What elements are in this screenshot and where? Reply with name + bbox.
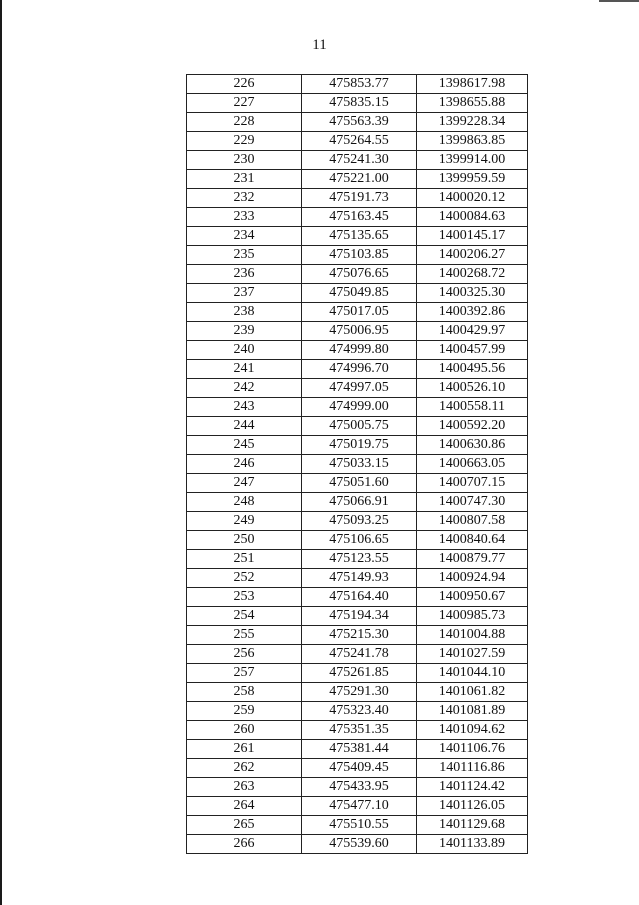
table-row: [187, 113, 528, 132]
x-coordinate-cell: 475477.10: [302, 797, 417, 816]
x-coordinate-cell: 474999.80: [302, 341, 417, 360]
point-number-cell: 264: [187, 797, 302, 816]
point-number-cell: 254: [187, 607, 302, 626]
point-number-cell: 245: [187, 436, 302, 455]
y-coordinate-cell: 1400840.64: [417, 531, 528, 550]
y-coordinate-cell: 1401124.42: [417, 778, 528, 797]
x-coordinate-cell: 475106.65: [302, 531, 417, 550]
point-number-cell: 252: [187, 569, 302, 588]
table-row: [187, 740, 528, 759]
point-number-cell: 241: [187, 360, 302, 379]
y-coordinate-cell: 1400429.97: [417, 322, 528, 341]
table-row: [187, 474, 528, 493]
point-number-cell: 227: [187, 94, 302, 113]
y-coordinate-cell: 1400747.30: [417, 493, 528, 512]
y-coordinate-cell: 1401027.59: [417, 645, 528, 664]
x-coordinate-cell: 475264.55: [302, 132, 417, 151]
table-row: [187, 512, 528, 531]
x-coordinate-cell: 475381.44: [302, 740, 417, 759]
table-row: [187, 550, 528, 569]
table-row: [187, 588, 528, 607]
page-left-edge: [0, 0, 2, 905]
table-row: [187, 265, 528, 284]
point-number-cell: 244: [187, 417, 302, 436]
x-coordinate-cell: 475563.39: [302, 113, 417, 132]
y-coordinate-cell: 1400325.30: [417, 284, 528, 303]
x-coordinate-cell: 475194.34: [302, 607, 417, 626]
point-number-cell: 246: [187, 455, 302, 474]
table-row: [187, 379, 528, 398]
table-row: [187, 417, 528, 436]
point-number-cell: 265: [187, 816, 302, 835]
y-coordinate-cell: 1399914.00: [417, 151, 528, 170]
y-coordinate-cell: 1398617.98: [417, 75, 528, 94]
point-number-cell: 256: [187, 645, 302, 664]
point-number-cell: 240: [187, 341, 302, 360]
y-coordinate-cell: 1401106.76: [417, 740, 528, 759]
point-number-cell: 251: [187, 550, 302, 569]
table-row: [187, 531, 528, 550]
y-coordinate-cell: 1401094.62: [417, 721, 528, 740]
point-number-cell: 263: [187, 778, 302, 797]
y-coordinate-cell: 1401081.89: [417, 702, 528, 721]
table-row: [187, 227, 528, 246]
x-coordinate-cell: 475033.15: [302, 455, 417, 474]
x-coordinate-cell: 475291.30: [302, 683, 417, 702]
table-row: [187, 607, 528, 626]
page-top-right-rule: [599, 0, 639, 2]
x-coordinate-cell: 475093.25: [302, 512, 417, 531]
table-row: [187, 778, 528, 797]
x-coordinate-cell: 475006.95: [302, 322, 417, 341]
table-row: [187, 398, 528, 417]
page-number: 11: [312, 37, 327, 53]
y-coordinate-cell: 1400457.99: [417, 341, 528, 360]
y-coordinate-cell: 1400985.73: [417, 607, 528, 626]
point-number-cell: 242: [187, 379, 302, 398]
point-number-cell: 228: [187, 113, 302, 132]
y-coordinate-cell: 1400084.63: [417, 208, 528, 227]
x-coordinate-cell: 475123.55: [302, 550, 417, 569]
table-row: [187, 208, 528, 227]
x-coordinate-cell: 474997.05: [302, 379, 417, 398]
table-row: [187, 189, 528, 208]
x-coordinate-cell: 475241.30: [302, 151, 417, 170]
y-coordinate-cell: 1401129.68: [417, 816, 528, 835]
table-row: [187, 303, 528, 322]
y-coordinate-cell: 1400950.67: [417, 588, 528, 607]
coordinates-table-body: [187, 75, 528, 854]
table-row: [187, 645, 528, 664]
y-coordinate-cell: 1400707.15: [417, 474, 528, 493]
point-number-cell: 248: [187, 493, 302, 512]
table-row: [187, 284, 528, 303]
x-coordinate-cell: 475164.40: [302, 588, 417, 607]
point-number-cell: 250: [187, 531, 302, 550]
x-coordinate-cell: 475433.95: [302, 778, 417, 797]
point-number-cell: 226: [187, 75, 302, 94]
point-number-cell: 253: [187, 588, 302, 607]
x-coordinate-cell: 475019.75: [302, 436, 417, 455]
x-coordinate-cell: 475221.00: [302, 170, 417, 189]
table-row: [187, 797, 528, 816]
x-coordinate-cell: 475103.85: [302, 246, 417, 265]
x-coordinate-cell: 475049.85: [302, 284, 417, 303]
y-coordinate-cell: 1400392.86: [417, 303, 528, 322]
x-coordinate-cell: 475323.40: [302, 702, 417, 721]
y-coordinate-cell: 1400807.58: [417, 512, 528, 531]
x-coordinate-cell: 475135.65: [302, 227, 417, 246]
x-coordinate-cell: 474999.00: [302, 398, 417, 417]
point-number-cell: 262: [187, 759, 302, 778]
point-number-cell: 249: [187, 512, 302, 531]
y-coordinate-cell: 1400495.56: [417, 360, 528, 379]
point-number-cell: 233: [187, 208, 302, 227]
y-coordinate-cell: 1400592.20: [417, 417, 528, 436]
table-row: [187, 246, 528, 265]
y-coordinate-cell: 1400879.77: [417, 550, 528, 569]
table-row: [187, 132, 528, 151]
table-row: [187, 94, 528, 113]
table-row: [187, 436, 528, 455]
y-coordinate-cell: 1401004.88: [417, 626, 528, 645]
y-coordinate-cell: 1399959.59: [417, 170, 528, 189]
point-number-cell: 235: [187, 246, 302, 265]
point-number-cell: 238: [187, 303, 302, 322]
x-coordinate-cell: 475409.45: [302, 759, 417, 778]
point-number-cell: 247: [187, 474, 302, 493]
point-number-cell: 229: [187, 132, 302, 151]
point-number-cell: 266: [187, 835, 302, 854]
point-number-cell: 231: [187, 170, 302, 189]
y-coordinate-cell: 1400558.11: [417, 398, 528, 417]
point-number-cell: 260: [187, 721, 302, 740]
y-coordinate-cell: 1401044.10: [417, 664, 528, 683]
table-row: [187, 626, 528, 645]
point-number-cell: 232: [187, 189, 302, 208]
x-coordinate-cell: 475351.35: [302, 721, 417, 740]
point-number-cell: 239: [187, 322, 302, 341]
table-row: [187, 322, 528, 341]
table-row: [187, 664, 528, 683]
point-number-cell: 257: [187, 664, 302, 683]
point-number-cell: 230: [187, 151, 302, 170]
x-coordinate-cell: 475076.65: [302, 265, 417, 284]
y-coordinate-cell: 1400206.27: [417, 246, 528, 265]
point-number-cell: 234: [187, 227, 302, 246]
table-row: [187, 493, 528, 512]
table-row: [187, 341, 528, 360]
point-number-cell: 258: [187, 683, 302, 702]
y-coordinate-cell: 1400924.94: [417, 569, 528, 588]
point-number-cell: 259: [187, 702, 302, 721]
table-row: [187, 816, 528, 835]
x-coordinate-cell: 474996.70: [302, 360, 417, 379]
point-number-cell: 243: [187, 398, 302, 417]
y-coordinate-cell: 1401133.89: [417, 835, 528, 854]
x-coordinate-cell: 475510.55: [302, 816, 417, 835]
y-coordinate-cell: 1400526.10: [417, 379, 528, 398]
y-coordinate-cell: 1401116.86: [417, 759, 528, 778]
y-coordinate-cell: 1400145.17: [417, 227, 528, 246]
table-row: [187, 721, 528, 740]
x-coordinate-cell: 475005.75: [302, 417, 417, 436]
table-row: [187, 455, 528, 474]
point-number-cell: 261: [187, 740, 302, 759]
y-coordinate-cell: 1400663.05: [417, 455, 528, 474]
table-row: [187, 683, 528, 702]
y-coordinate-cell: 1399863.85: [417, 132, 528, 151]
x-coordinate-cell: 475051.60: [302, 474, 417, 493]
point-number-cell: 255: [187, 626, 302, 645]
x-coordinate-cell: 475066.91: [302, 493, 417, 512]
point-number-cell: 236: [187, 265, 302, 284]
table-row: [187, 835, 528, 854]
x-coordinate-cell: 475017.05: [302, 303, 417, 322]
y-coordinate-cell: 1400020.12: [417, 189, 528, 208]
table-row: [187, 702, 528, 721]
y-coordinate-cell: 1401126.05: [417, 797, 528, 816]
y-coordinate-cell: 1398655.88: [417, 94, 528, 113]
table-row: [187, 360, 528, 379]
x-coordinate-cell: 475215.30: [302, 626, 417, 645]
point-number-cell: 237: [187, 284, 302, 303]
table-row: [187, 759, 528, 778]
x-coordinate-cell: 475163.45: [302, 208, 417, 227]
y-coordinate-cell: 1400630.86: [417, 436, 528, 455]
x-coordinate-cell: 475261.85: [302, 664, 417, 683]
table-row: [187, 75, 528, 94]
y-coordinate-cell: 1400268.72: [417, 265, 528, 284]
table-row: [187, 151, 528, 170]
x-coordinate-cell: 475539.60: [302, 835, 417, 854]
table-row: [187, 569, 528, 588]
table-row: [187, 170, 528, 189]
x-coordinate-cell: 475241.78: [302, 645, 417, 664]
coordinates-table: [186, 74, 528, 854]
y-coordinate-cell: 1401061.82: [417, 683, 528, 702]
y-coordinate-cell: 1399228.34: [417, 113, 528, 132]
x-coordinate-cell: 475191.73: [302, 189, 417, 208]
x-coordinate-cell: 475835.15: [302, 94, 417, 113]
x-coordinate-cell: 475149.93: [302, 569, 417, 588]
x-coordinate-cell: 475853.77: [302, 75, 417, 94]
